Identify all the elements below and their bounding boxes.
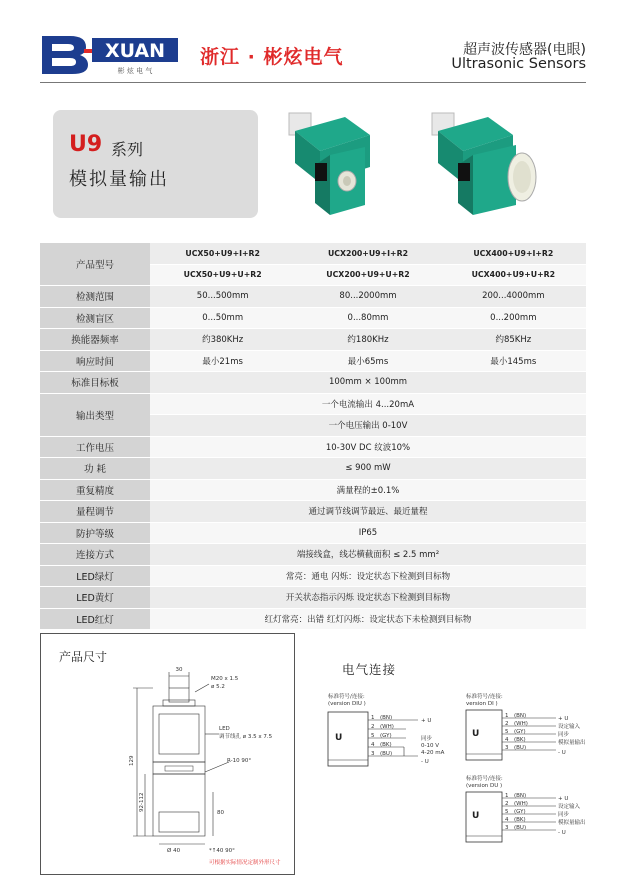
- wire-color: (BN): [380, 715, 393, 721]
- pin-number: 1: [371, 715, 375, 721]
- table-cell: 一个电流输出 4...20mA: [150, 393, 586, 415]
- wire-color: (BN): [514, 713, 527, 719]
- series-badge: [53, 110, 258, 218]
- row-label: 标准目标板: [40, 372, 150, 394]
- wire-color: (BU): [514, 745, 527, 751]
- row-label: 防护等级: [40, 522, 150, 544]
- product-category-cn: 超声波传感器(电眼): [463, 42, 586, 58]
- wire-color: (BU): [380, 751, 393, 757]
- table-cell: IP65: [150, 522, 586, 544]
- spec-table: [40, 243, 586, 630]
- pin-function: + U: [421, 718, 432, 724]
- table-cell: 约380KHz: [150, 329, 295, 351]
- dim-label-thread: M20 x 1.5: [211, 676, 239, 682]
- table-cell: 红灯常亮：出错 红灯闪烁：设定状态下未检测到目标物: [150, 608, 586, 630]
- dimensions-title: 产品尺寸: [59, 650, 108, 664]
- table-row: [40, 544, 586, 566]
- table-cell: 通过调节线调节最远、最近量程: [150, 501, 586, 523]
- pin-number: 4: [371, 742, 375, 748]
- du-caption: 标准符号/连接:: [466, 776, 503, 782]
- dim-label-range: 92-112: [139, 792, 145, 812]
- row-label: LED红灯: [40, 608, 150, 630]
- table-row: [40, 479, 586, 501]
- brand-name: 浙江 · 彬炫电气: [200, 46, 344, 68]
- dim-label-width: 30: [175, 667, 183, 673]
- row-label: 检测盲区: [40, 307, 150, 329]
- table-cell: 10-30V DC 纹波10%: [150, 436, 586, 458]
- series-model: U9: [69, 132, 103, 157]
- pin-function: - U: [558, 830, 566, 836]
- dimensions-note: 可根据实际情况定制外形尺寸: [209, 860, 281, 866]
- product-category-en: Ultrasonic Sensors: [451, 56, 586, 72]
- table-cell: 端接线盒，线芯横截面积 ≤ 2.5 mm²: [150, 544, 586, 566]
- pin-function: 0-10 V: [421, 743, 439, 749]
- du-version: (version DU ): [466, 783, 503, 789]
- series-output-type: 模拟量输出: [69, 169, 169, 190]
- dim-label-radius: R-10 90°: [227, 758, 252, 764]
- row-label: 重复精度: [40, 479, 150, 501]
- table-cell: 0...50mm: [150, 307, 295, 329]
- wire-color: (BN): [514, 793, 527, 799]
- row-label: 连接方式: [40, 544, 150, 566]
- pin-number: 5: [505, 729, 509, 735]
- pin-function: 模拟量输出: [558, 820, 586, 826]
- header-divider: [40, 82, 586, 83]
- logo-sub: 彬 炫 电 气: [117, 67, 153, 75]
- series-word: 系列: [111, 140, 144, 159]
- pin-function: + U: [558, 796, 569, 802]
- wire-color: (BU): [514, 825, 527, 831]
- table-cell: 约180KHz: [295, 329, 440, 351]
- wiring-diagram-di: [458, 690, 590, 770]
- table-cell: 50...500mm: [150, 286, 295, 308]
- table-row: [40, 458, 586, 480]
- pin-function: - U: [421, 759, 429, 765]
- table-cell: 常亮：通电 闪烁：设定状态下检测到目标物: [150, 565, 586, 587]
- table-cell: ≤ 900 mW: [150, 458, 586, 480]
- row-label: 量程调节: [40, 501, 150, 523]
- pin-function: - U: [558, 750, 566, 756]
- pin-number: 2: [371, 724, 375, 730]
- dim-label-height: 129: [129, 755, 135, 766]
- model-cell: UCX200+U9+I+R2: [295, 243, 440, 264]
- du-block-u: U: [472, 811, 480, 821]
- row-label: 响应时间: [40, 350, 150, 372]
- model-cell: UCX400+U9+I+R2: [441, 243, 586, 264]
- row-label: 换能器频率: [40, 329, 150, 351]
- wire-color: (BK): [514, 817, 526, 823]
- table-cell: 200...4000mm: [441, 286, 586, 308]
- pin-number: 5: [505, 809, 509, 815]
- model-cell: UCX200+U9+U+R2: [295, 264, 440, 286]
- logo-graphic: [40, 30, 180, 76]
- pin-number: 5: [371, 733, 375, 739]
- wire-color: (WH): [514, 721, 528, 727]
- wire-color: (GY): [514, 729, 526, 735]
- wire-color: (WH): [514, 801, 528, 807]
- pin-function: 模拟量输出: [558, 740, 586, 746]
- wire-color: (GY): [380, 733, 392, 739]
- diu-block-u: U: [335, 733, 343, 743]
- table-cell: 约85KHz: [441, 329, 586, 351]
- pin-function: 同步: [558, 732, 570, 738]
- pin-function: + U: [558, 716, 569, 722]
- wiring-diagram-diu: [318, 690, 453, 775]
- pin-function: 同步: [421, 736, 433, 742]
- row-label: LED绿灯: [40, 565, 150, 587]
- diu-version: (version DIU ): [328, 701, 366, 707]
- wire-color: (BK): [514, 737, 526, 743]
- di-block-u: U: [472, 729, 480, 739]
- model-cell: UCX50+U9+I+R2: [150, 243, 295, 264]
- pin-number: 2: [505, 801, 509, 807]
- wire-color: (GY): [514, 809, 526, 815]
- table-row-model-1: [40, 243, 586, 264]
- table-row: [40, 587, 586, 609]
- table-row: [40, 307, 586, 329]
- table-row: [40, 522, 586, 544]
- table-row: [40, 329, 586, 351]
- wiring-diagram-du: [458, 772, 590, 854]
- dim-label-head: 80: [217, 810, 224, 816]
- table-row: [40, 372, 586, 394]
- dim-label-hole: ø 5.2: [211, 684, 225, 690]
- table-cell: 0...80mm: [295, 307, 440, 329]
- row-label-model: 产品型号: [40, 243, 150, 286]
- sensor-image-flat: [275, 105, 395, 225]
- table-cell: 最小145ms: [441, 350, 586, 372]
- table-row: [40, 501, 586, 523]
- table-cell: 满量程的±0.1%: [150, 479, 586, 501]
- pin-function: 设定输入: [558, 724, 581, 730]
- dim-label-adjust: 调节线孔 ø 3.5 x 7.5: [219, 734, 273, 740]
- pin-number: 3: [371, 751, 375, 757]
- pin-function: 4-20 mA: [421, 750, 445, 756]
- model-cell: UCX50+U9+U+R2: [150, 264, 295, 286]
- table-cell: 一个电压输出 0-10V: [150, 415, 586, 437]
- wire-color: (BK): [380, 742, 392, 748]
- table-cell: 最小21ms: [150, 350, 295, 372]
- electrical-title: 电气连接: [342, 662, 397, 677]
- pin-number: 3: [505, 745, 509, 751]
- table-row: [40, 350, 586, 372]
- pin-number: 4: [505, 737, 509, 743]
- table-row: [40, 286, 586, 308]
- row-label: 功 耗: [40, 458, 150, 480]
- diu-caption: 标准符号/连接:: [328, 694, 365, 700]
- model-cell: UCX400+U9+U+R2: [441, 264, 586, 286]
- pin-number: 1: [505, 793, 509, 799]
- pin-number: 4: [505, 817, 509, 823]
- pin-function: 同步: [558, 812, 570, 818]
- row-label: LED黄灯: [40, 587, 150, 609]
- dim-label-diameter: Ø 40: [167, 848, 181, 854]
- table-row: [40, 436, 586, 458]
- logo-text: XUAN: [104, 40, 166, 62]
- table-row: [40, 608, 586, 630]
- pin-number: 3: [505, 825, 509, 831]
- table-cell: 0...200mm: [441, 307, 586, 329]
- row-label: 检测范围: [40, 286, 150, 308]
- dim-label-led: LED: [219, 726, 230, 732]
- pin-number: 2: [505, 721, 509, 727]
- table-cell: 开关状态指示闪烁 设定状态下检测到目标物: [150, 587, 586, 609]
- row-label: 输出类型: [40, 393, 150, 436]
- di-caption: 标准符号/连接:: [466, 694, 503, 700]
- row-label: 工作电压: [40, 436, 150, 458]
- table-cell: 最小65ms: [295, 350, 440, 372]
- table-cell: 100mm × 100mm: [150, 372, 586, 394]
- table-cell: 80...2000mm: [295, 286, 440, 308]
- wire-color: (WH): [380, 724, 394, 730]
- pin-function: 设定输入: [558, 804, 581, 810]
- table-row: [40, 565, 586, 587]
- di-version: version DI ): [466, 701, 498, 707]
- dimension-drawing: [119, 662, 279, 857]
- company-logo: [40, 30, 180, 76]
- table-row: [40, 393, 586, 415]
- sensor-image-cone: [418, 105, 548, 225]
- pin-number: 1: [505, 713, 509, 719]
- dim-label-rotate: *↑40 90°: [209, 848, 235, 854]
- dimensions-panel: [40, 633, 295, 875]
